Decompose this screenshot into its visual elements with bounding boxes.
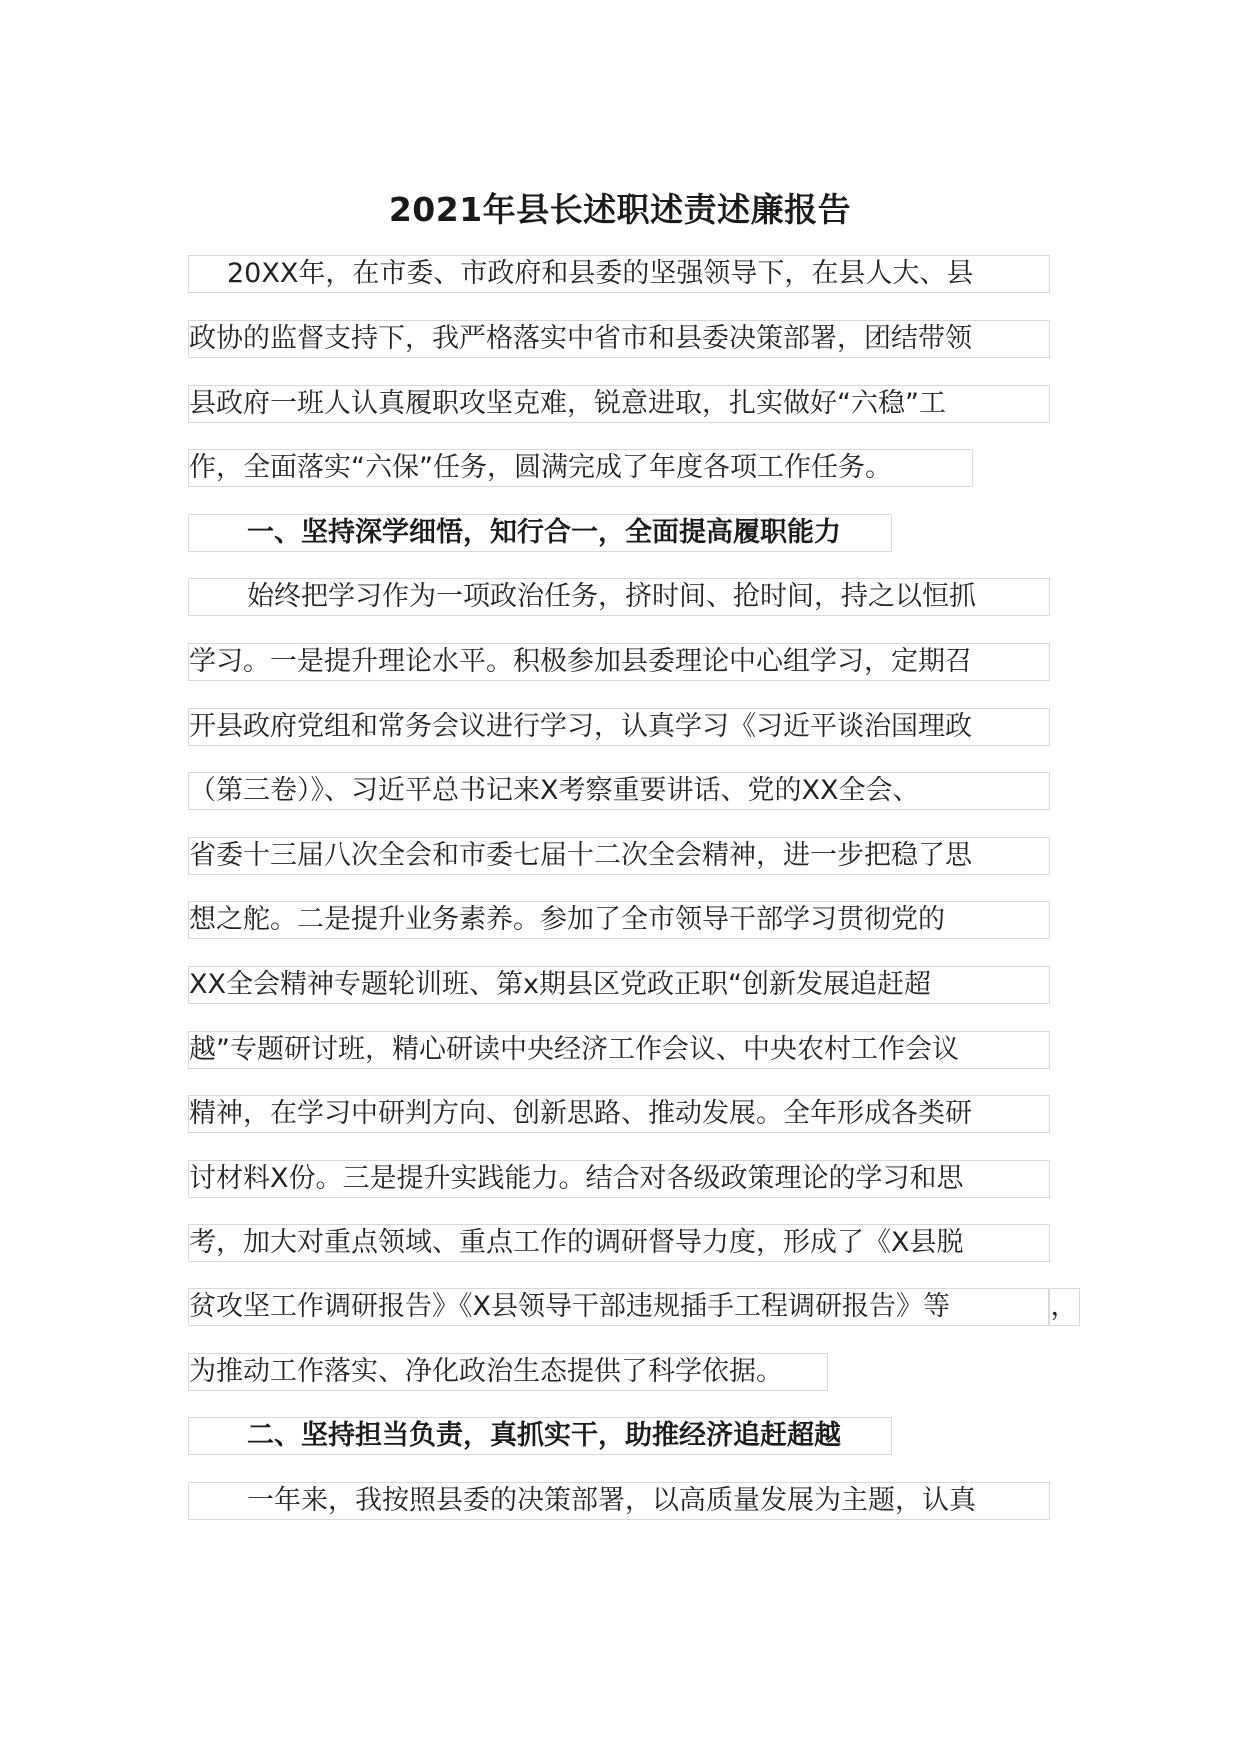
section-heading-2 [188, 1417, 892, 1455]
line-text: 开县政府党组和常务会议进行学习，认真学习《习近平谈治国理政 [189, 711, 972, 742]
line-text: 讨材料X份。三是提升实践能力。结合对各级政策理论的学习和思 [189, 1163, 964, 1194]
paragraph-line [188, 1288, 1050, 1326]
line-text: 县政府一班人认真履职攻坚克难，锐意进取，扎实做好“六稳”工 [189, 388, 946, 419]
line-text: 20XX年，在市委、市政府和县委的坚强领导下，在县人大、县 [227, 258, 974, 289]
line-text: 作，全面落实“六保”任务，圆满完成了年度各项工作任务。 [189, 452, 892, 483]
paragraph-line [188, 320, 1050, 358]
line-text: 精神，在学习中研判方向、创新思路、推动发展。全年形成各类研 [189, 1098, 972, 1129]
line-text: 学习。一是提升理论水平。积极参加县委理论中心组学习，定期召 [189, 646, 972, 677]
paragraph-line [188, 1160, 1050, 1198]
paragraph-line [188, 643, 1050, 681]
line-text: 为推动工作落实、净化政治生态提供了科学依据。 [189, 1356, 783, 1387]
paragraph-line [188, 578, 1050, 616]
paragraph-line [188, 1482, 1050, 1520]
line-text: 始终把学习作为一项政治任务，挤时间、抢时间，持之以恒抓 [247, 581, 976, 612]
paragraph-line [188, 1224, 1050, 1262]
paragraph-line [188, 1031, 1050, 1069]
section-heading-1 [188, 514, 892, 552]
paragraph-line [188, 255, 1050, 293]
line-text: 考，加大对重点领域、重点工作的调研督导力度，形成了《X县脱 [189, 1227, 964, 1258]
paragraph-line [188, 449, 973, 487]
paragraph-line [188, 772, 1050, 810]
paragraph-line [188, 1095, 1050, 1133]
paragraph-line [188, 966, 1050, 1004]
heading-text: 一、坚持深学细悟，知行合一，全面提高履职能力 [247, 517, 841, 548]
trailing-comma: ， [1048, 1288, 1080, 1326]
line-text: XX全会精神专题轮训班、第x期县区党政正职“创新发展追赶超 [189, 969, 931, 1000]
paragraph-line [188, 901, 1050, 939]
line-text: 想之舵。二是提升业务素养。参加了全市领导干部学习贯彻党的 [189, 904, 945, 935]
paragraph-line [188, 708, 1050, 746]
document-title: 2021年县长述职述责述廉报告 [388, 190, 852, 229]
heading-text: 二、坚持担当负责，真抓实干，助推经济追赶超越 [247, 1420, 841, 1451]
paragraph-line [188, 837, 1050, 875]
line-text: 一年来，我按照县委的决策部署，以高质量发展为主题，认真 [247, 1485, 976, 1516]
paragraph-line [188, 385, 1050, 423]
paragraph-line [188, 1353, 828, 1391]
line-text: 省委十三届八次全会和市委七届十二次全会精神，进一步把稳了思 [189, 840, 972, 871]
line-text: 贫攻坚工作调研报告》《X县领导干部违规插手工程调研报告》等 [189, 1291, 950, 1322]
line-text: 越”专题研讨班，精心研读中央经济工作会议、中央农村工作会议 [189, 1034, 959, 1065]
line-text: （第三卷）》、习近平总书记来X考察重要讲话、党的XX全会、 [189, 775, 920, 806]
line-text: 政协的监督支持下，我严格落实中省市和县委决策部署，团结带领 [189, 323, 972, 354]
